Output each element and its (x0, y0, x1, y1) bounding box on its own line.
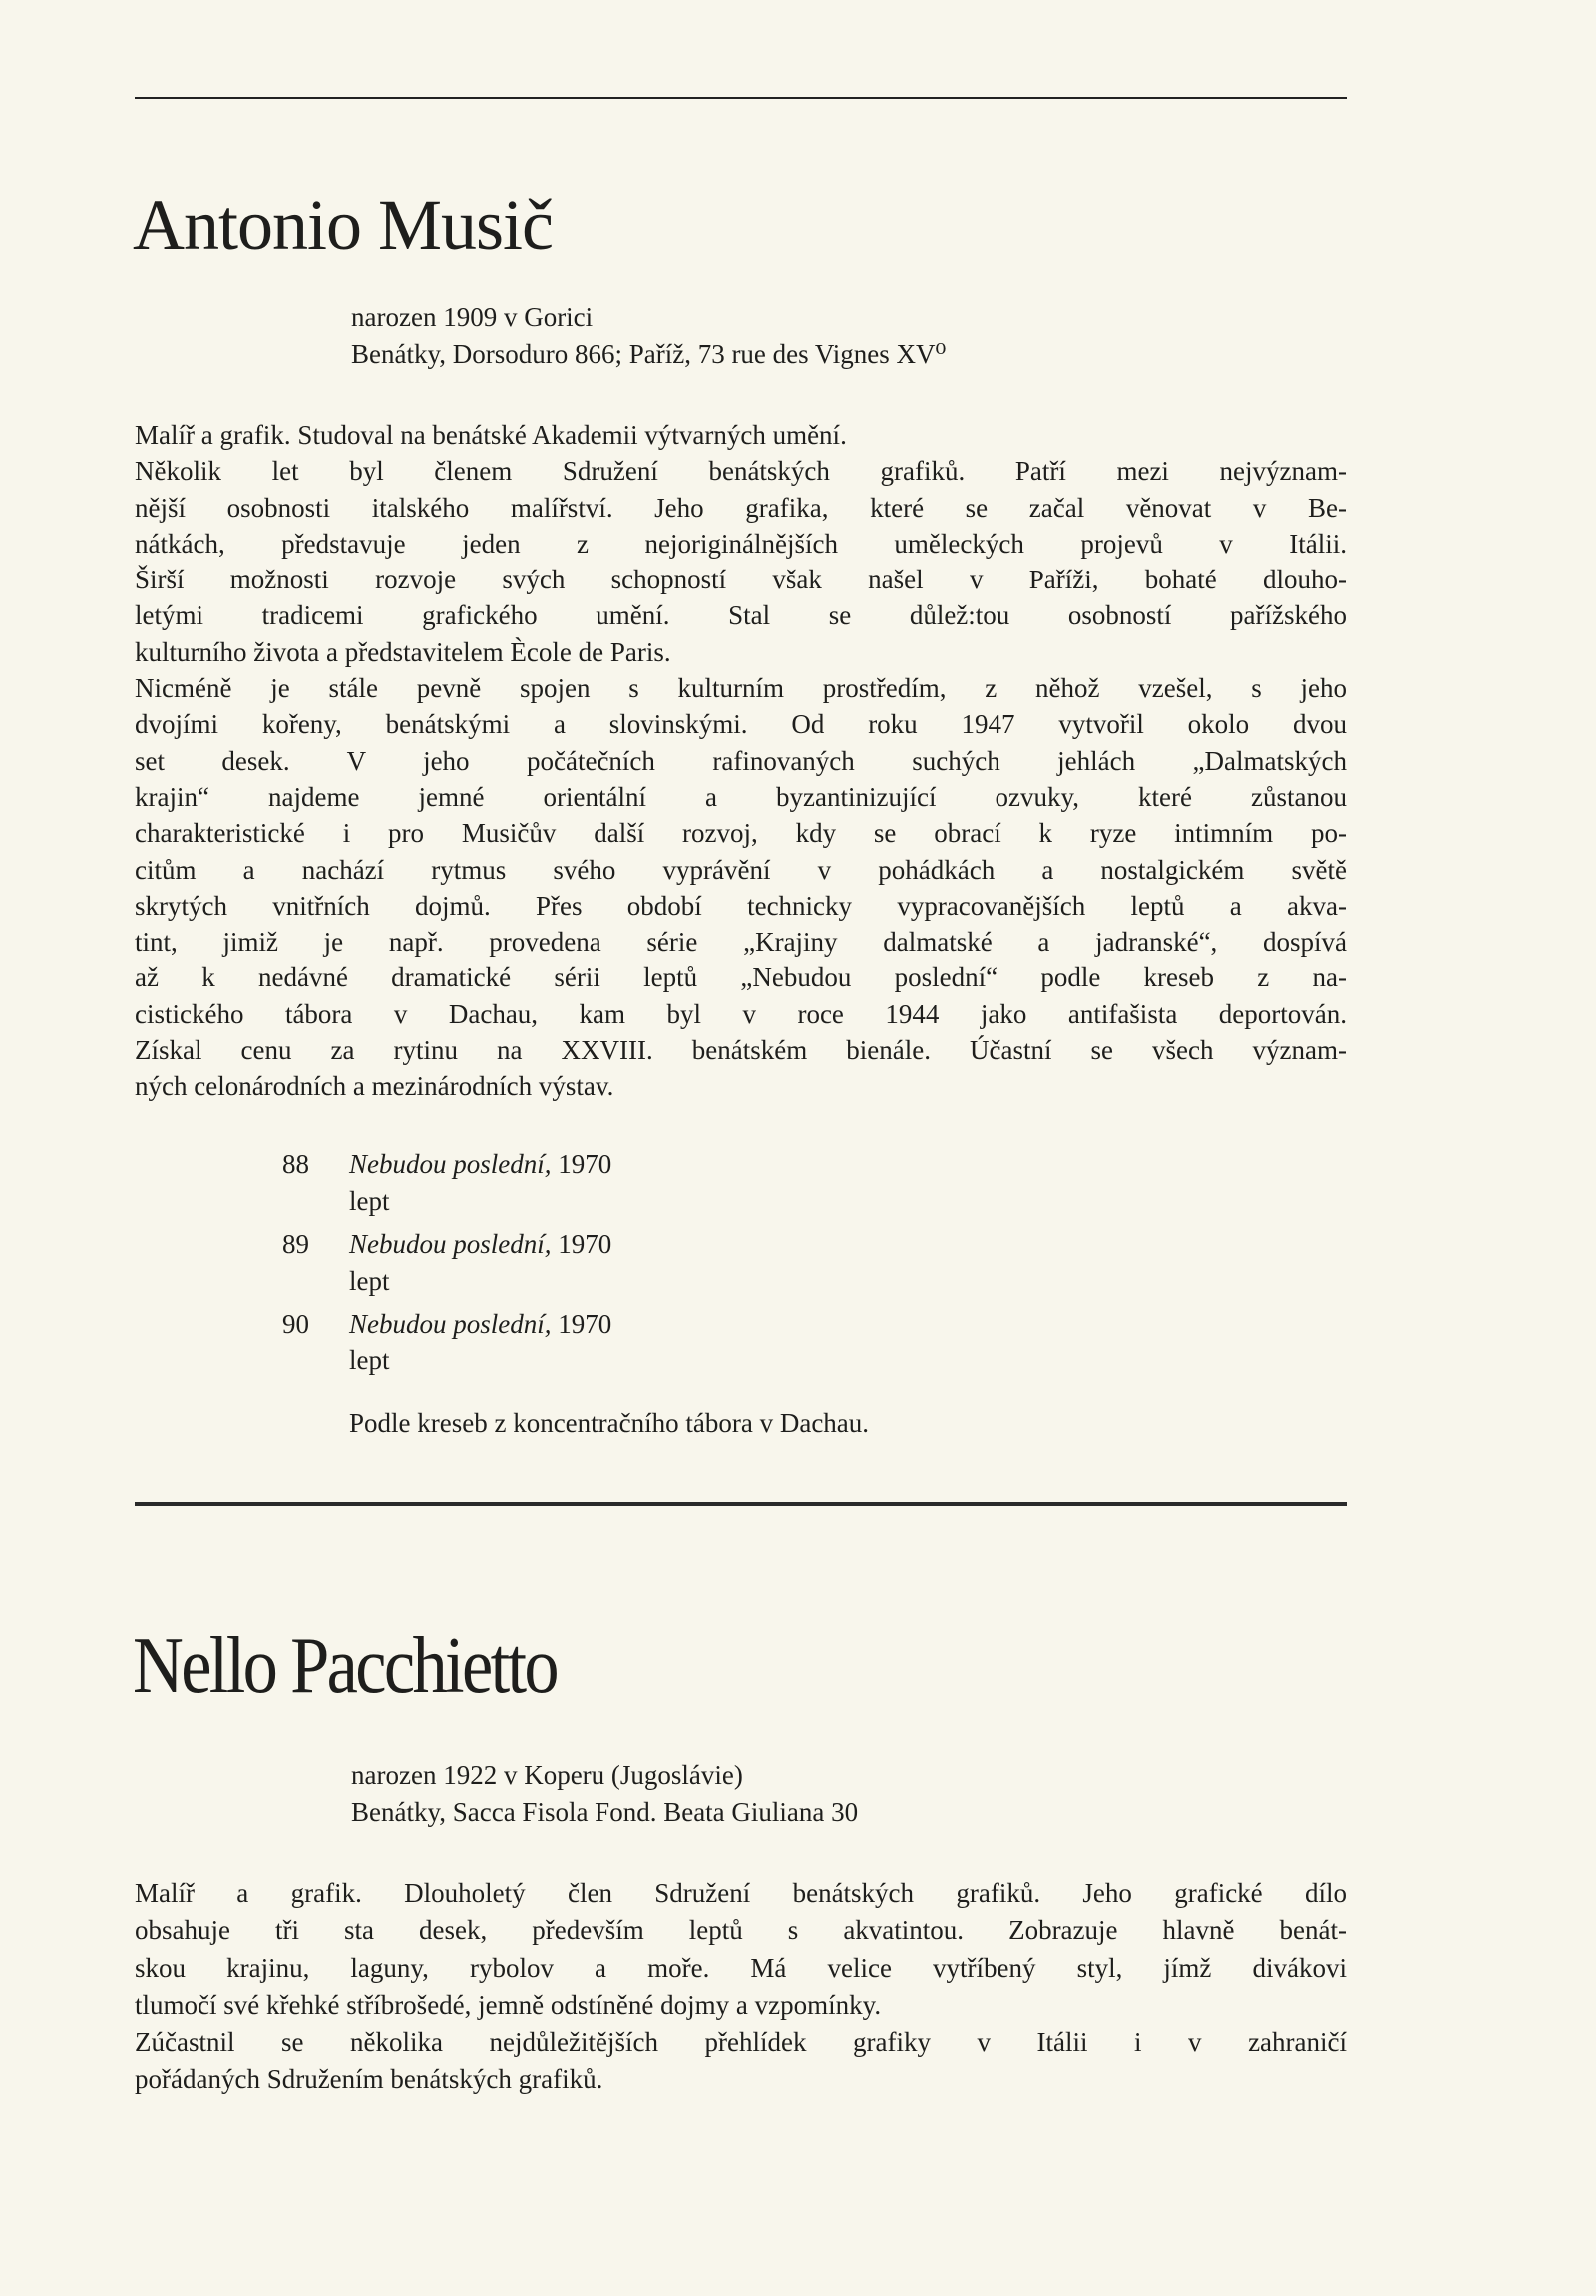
text-line: set desek. V jeho počátečních rafinovaných suchých jehlách „Dalmatských (135, 745, 1347, 776)
biography-music (135, 417, 1347, 1105)
text-line: cistického tábora v Dachau, kam byl v roce 1944 jako antifašista deportován. (135, 998, 1347, 1029)
text-line: obsahuje tři sta desek, především leptů s akvatintou. Zobrazuje hlavně benát- (135, 1915, 1347, 1946)
birth-info: narozen 1922 v Koperu (Jugoslávie) (351, 1760, 743, 1790)
work-title (349, 1309, 611, 1339)
work-number: 90 (282, 1309, 309, 1339)
work-title-text: Nebudou poslední, (349, 1309, 552, 1339)
artist-info-music (351, 299, 946, 373)
text-line: Nicméně je stále pevně spojen s kulturním prostředím, z něhož vzešel, s jeho (135, 673, 1347, 704)
text-line: Získal cenu za rytinu na XXVIII. benátském bienále. Účastní se všech význam- (135, 1035, 1347, 1066)
work-title (349, 1229, 611, 1260)
top-rule (135, 97, 1347, 99)
text-line: nější osobnosti italského malířství. Jeho grafika, které se začal věnovat v Be- (135, 492, 1347, 523)
work-number: 89 (282, 1229, 309, 1259)
text-line: Malíř a grafik. Studoval na benátské Akademii výtvarných umění. (135, 420, 847, 450)
text-line: kulturního života a představitelem Ècole de Paris. (135, 636, 671, 667)
text-line: Zúčastnil se několika nejdůležitějších přehlídek grafiky v Itálii i v zahraničí (135, 2027, 1347, 2058)
address: Benátky, Dorsoduro 866; Paříž, 73 rue des Vignes XV⁰ (351, 339, 947, 369)
work-title-text: Nebudou poslední, (349, 1229, 552, 1259)
text-line: ných celonárodních a mezinárodních výstav. (135, 1071, 614, 1102)
text-line: tlumočí své křehké stříbrošedé, jemně odstíněné dojmy a vzpomínky. (135, 1989, 882, 2020)
artist-info-pacchietto (351, 1757, 858, 1831)
text-line: Několik let byl členem Sdružení benátských grafiků. Patří mezi nejvýznam- (135, 456, 1347, 487)
biography-pacchietto (135, 1875, 1347, 2099)
text-line: pořádaných Sdružením benátských grafiků. (135, 2064, 603, 2095)
address: Benátky, Sacca Fisola Fond. Beata Giuliana 30 (351, 1797, 859, 1827)
artist-name-music: Antonio Musič (133, 186, 554, 265)
work-year: 1970 (558, 1309, 612, 1339)
work-technique: lept (349, 1345, 390, 1375)
works-note: Podle kreseb z koncentračního tábora v Dachau. (349, 1408, 870, 1438)
text-line: tint, jimiž je např. provedena série „Krajiny dalmatské a jadranské“, dospívá (135, 927, 1347, 957)
text-line: až k nedávné dramatické sérii leptů „Nebudou poslední“ podle kreseb z na- (135, 962, 1347, 993)
work-title-text: Nebudou poslední, (349, 1149, 552, 1179)
text-line: skou krajinu, laguny, rybolov a moře. Má velice vytříbený styl, jímž divákovi (135, 1952, 1347, 1983)
text-line: charakteristické i pro Musičův další rozvoj, kdy se obrací k ryze intimním po- (135, 818, 1347, 849)
text-line: skrytých vnitřních dojmů. Přes období technicky vypracovanějších leptů a akva- (135, 890, 1347, 921)
work-technique: lept (349, 1186, 390, 1216)
text-line: nátkách, představuje jeden z nejoriginálnějších uměleckých projevů v Itálii. (135, 528, 1347, 559)
text-line: citům a nachází rytmus svého vyprávění v pohádkách a nostalgickém světě (135, 854, 1347, 885)
text-line: letými tradicemi grafického umění. Stal se důlež:tou osobností pařížského (135, 600, 1347, 631)
text-line: krajin“ najdeme jemné orientální a byzantinizující ozvuky, které zůstanou (135, 781, 1347, 812)
artist-name-pacchietto: Nello Pacchietto (133, 1622, 557, 1710)
work-title (349, 1149, 611, 1180)
work-number: 88 (282, 1149, 309, 1179)
text-line: dvojími kořeny, benátskými a slovinskými. Od roku 1947 vytvořil okolo dvou (135, 709, 1347, 740)
text-line: Širší možnosti rozvoje svých schopností však našel v Paříži, bohaté dlouho- (135, 565, 1347, 595)
work-year: 1970 (558, 1149, 612, 1179)
birth-info: narozen 1909 v Gorici (351, 302, 594, 332)
work-technique: lept (349, 1266, 390, 1296)
section-divider (135, 1502, 1347, 1506)
text-line: Malíř a grafik. Dlouholetý člen Sdružení benátských grafiků. Jeho grafické dílo (135, 1878, 1347, 1908)
work-year: 1970 (558, 1229, 612, 1259)
